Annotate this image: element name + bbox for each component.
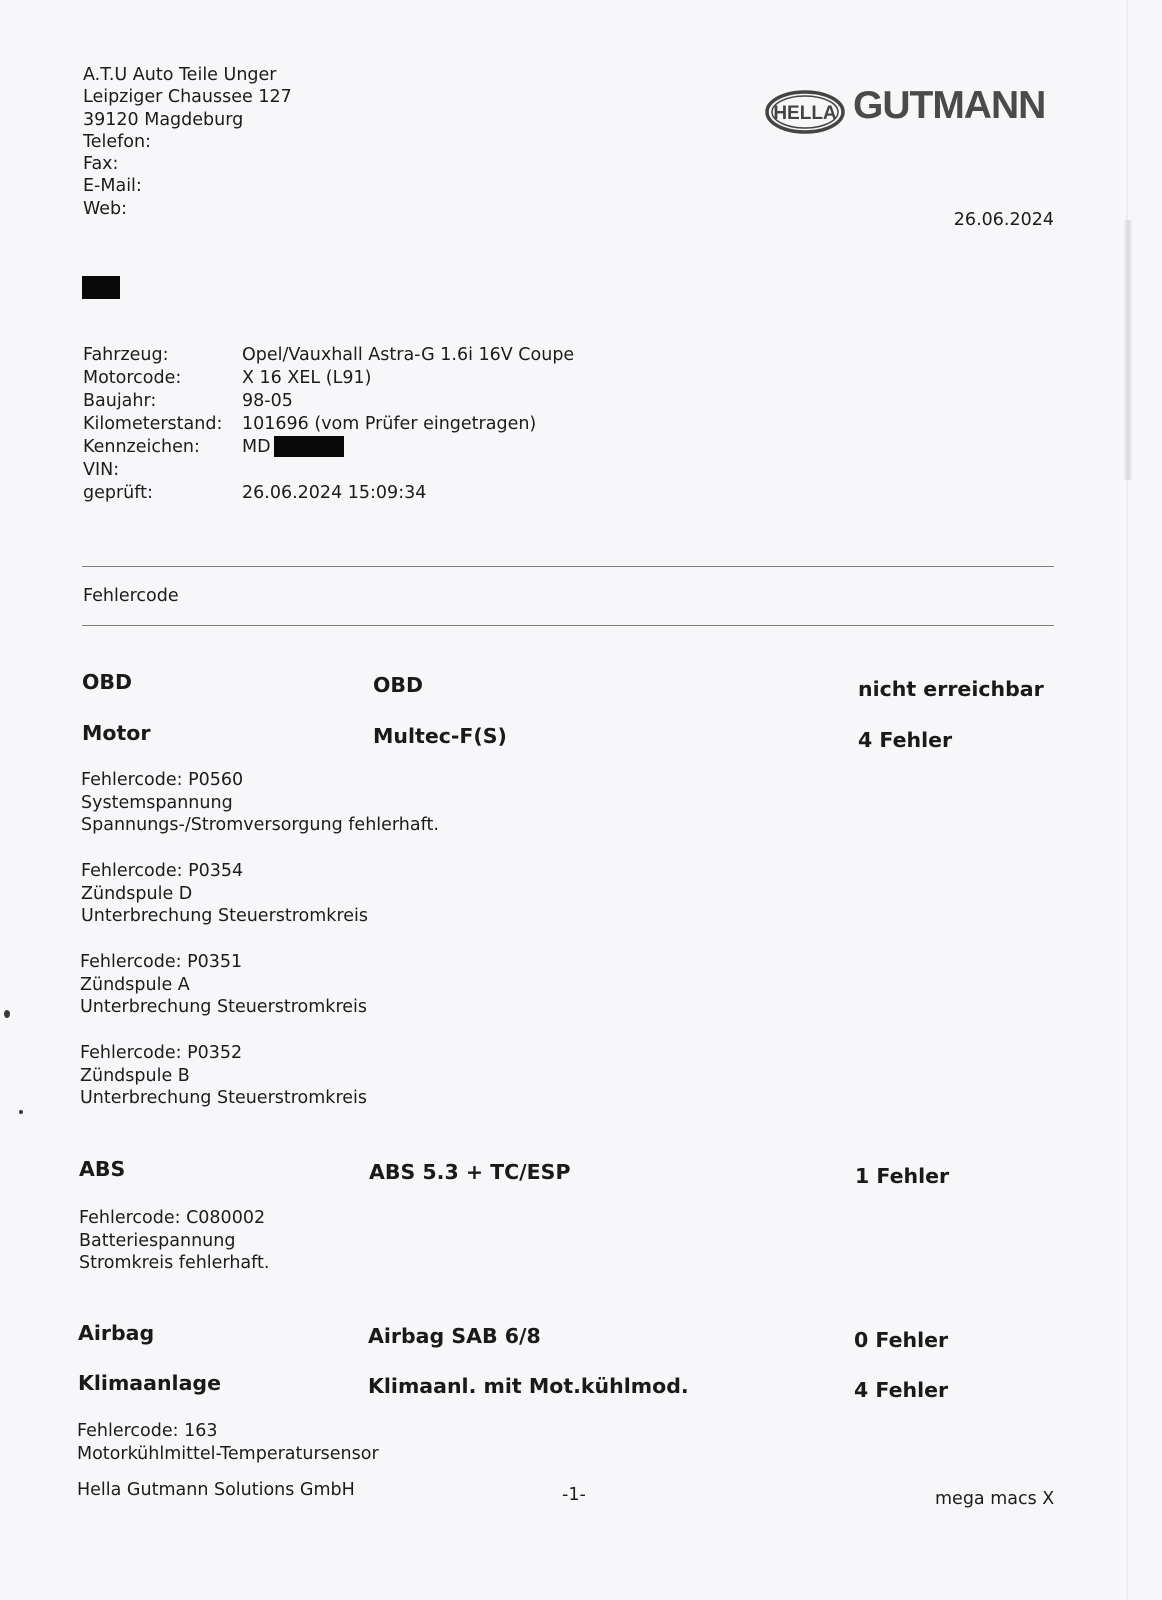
error-code: Fehlercode: P0560: [81, 770, 244, 790]
module-system: Airbag: [78, 1321, 155, 1345]
error-description: Unterbrechung Steuerstromkreis: [81, 906, 368, 927]
module-system: Klimaanlage: [78, 1371, 221, 1395]
error-component: Zündspule D: [81, 883, 193, 904]
module-system: OBD: [82, 670, 133, 694]
error-code: Fehlercode: P0354: [81, 861, 244, 881]
module-status: 4 Fehler: [858, 728, 953, 752]
footer-device: mega macs X: [935, 1489, 1055, 1509]
scan-speck: [4, 1010, 10, 1018]
error-description: Unterbrechung Steuerstromkreis: [80, 997, 367, 1018]
error-entry: [81, 769, 439, 837]
module-status: 4 Fehler: [854, 1378, 949, 1402]
vehicle-label: geprüft:: [83, 483, 153, 503]
divider: [82, 566, 1054, 567]
fax-label: Fax:: [83, 154, 119, 175]
hella-gutmann-logo: [765, 84, 1060, 140]
vehicle-label: Baujahr:: [83, 391, 157, 411]
error-code: Fehlercode: P0352: [80, 1043, 243, 1063]
error-description: Unterbrechung Steuerstromkreis: [80, 1088, 367, 1109]
footer-page-number: -1-: [562, 1485, 586, 1505]
module-system: ABS: [79, 1157, 126, 1181]
error-component: Systemspannung: [81, 792, 233, 813]
vehicle-label: Kennzeichen:: [83, 437, 200, 457]
error-entry: [77, 1420, 379, 1465]
workshop-street: Leipziger Chaussee 127: [83, 87, 292, 108]
logo-text: GUTMANN: [853, 84, 1046, 127]
workshop-city: 39120 Magdeburg: [83, 109, 244, 130]
vehicle-value: X 16 XEL (L91): [242, 368, 372, 388]
vehicle-label: Fahrzeug:: [83, 345, 169, 365]
vehicle-label: Motorcode:: [83, 368, 182, 388]
footer-company: Hella Gutmann Solutions GmbH: [77, 1480, 355, 1500]
module-status: nicht erreichbar: [858, 677, 1044, 701]
vehicle-label: VIN:: [83, 460, 120, 480]
error-description: Stromkreis fehlerhaft.: [79, 1253, 270, 1274]
workshop-address: [83, 64, 292, 220]
report-date: 26.06.2024: [953, 210, 1054, 230]
module-status: 0 Fehler: [854, 1328, 949, 1352]
module-system: Motor: [82, 721, 151, 745]
phone-label: Telefon:: [83, 131, 151, 152]
module-unit: ABS 5.3 + TC/ESP: [369, 1160, 571, 1184]
error-code: Fehlercode: 163: [77, 1421, 218, 1441]
module-status: 1 Fehler: [855, 1164, 950, 1188]
vehicle-value: 101696 (vom Prüfer eingetragen): [242, 414, 537, 434]
error-component: Batteriespannung: [79, 1230, 236, 1251]
error-description: Spannungs-/Stromversorgung fehlerhaft.: [81, 815, 439, 836]
module-unit: OBD: [373, 673, 424, 697]
workshop-name: A.T.U Auto Teile Unger: [83, 65, 277, 85]
error-code: Fehlercode: C080002: [79, 1208, 266, 1228]
error-entry: [79, 1207, 269, 1275]
scan-speck: [19, 1110, 23, 1114]
hella-badge-text: HELLA: [773, 103, 837, 124]
redacted-plate: [274, 436, 344, 457]
error-entry: [80, 1042, 367, 1110]
module-unit: Multec-F(S): [373, 724, 507, 748]
vehicle-value: 98-05: [242, 391, 293, 411]
vehicle-value: Opel/Vauxhall Astra-G 1.6i 16V Coupe: [242, 345, 575, 365]
email-label: E-Mail:: [83, 176, 142, 197]
divider: [82, 625, 1054, 626]
module-unit: Airbag SAB 6/8: [368, 1324, 541, 1348]
section-title: Fehlercode: [83, 586, 179, 606]
module-unit: Klimaanl. mit Mot.kühlmod.: [368, 1374, 689, 1398]
vehicle-value: 26.06.2024 15:09:34: [242, 483, 427, 503]
error-component: Motorkühlmittel-Temperatursensor: [77, 1443, 379, 1464]
page-fold-shadow: [1124, 220, 1132, 480]
error-component: Zündspule B: [80, 1065, 190, 1086]
error-component: Zündspule A: [80, 974, 190, 995]
vehicle-label: Kilometerstand:: [83, 414, 223, 434]
vehicle-value: MD: [242, 437, 271, 457]
error-code: Fehlercode: P0351: [80, 952, 243, 972]
error-entry: [81, 860, 368, 928]
hella-badge-icon: [765, 90, 845, 134]
error-entry: [80, 951, 367, 1019]
web-label: Web:: [83, 198, 128, 219]
redacted-customer-name: [82, 276, 120, 299]
